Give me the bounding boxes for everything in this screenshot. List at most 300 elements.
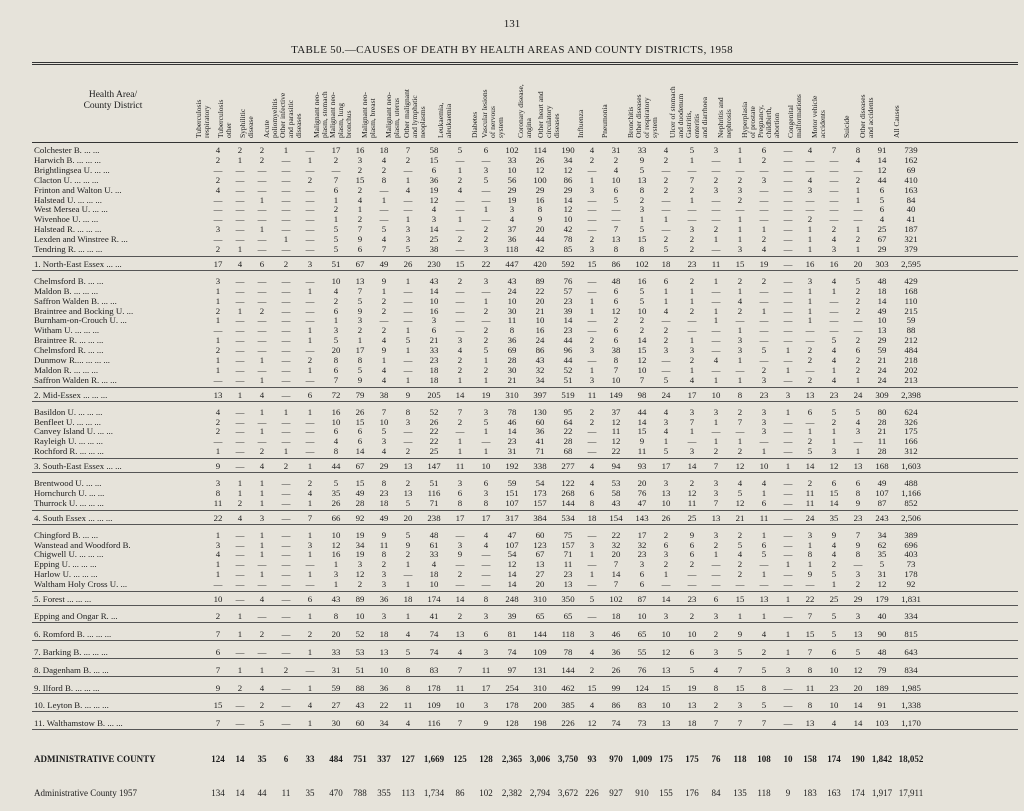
table-cell: 10 — [429, 295, 439, 306]
table-cell: 2 — [259, 700, 265, 711]
table-cell: 11 — [455, 682, 465, 693]
table-cell: 20 — [637, 478, 647, 488]
table-cell: 5 — [639, 295, 645, 306]
table-cell: 1,831 — [901, 594, 921, 604]
row-label: Rayleigh U. ... ... ... — [34, 436, 103, 447]
table-cell: 18 — [611, 610, 621, 621]
table-cell: 102 — [635, 258, 649, 269]
table-cell: — — [305, 214, 315, 225]
table-cell: — — [661, 224, 671, 235]
table-cell: 6 — [639, 579, 645, 590]
table-cell: 8 — [215, 487, 221, 498]
table-cell: 2 — [215, 345, 221, 356]
table-cell: 11 — [281, 788, 291, 799]
table-cell: 1 — [639, 214, 645, 225]
table-cell: — — [481, 315, 491, 326]
table-cell: 5 — [831, 335, 837, 346]
table-cell: 4 — [457, 345, 463, 356]
table-cell: 1 — [855, 446, 861, 457]
table-cell: 76 — [637, 487, 647, 498]
table-cell: 13 — [853, 628, 863, 639]
column-header-label: Hyperplasia of prostate — [740, 101, 757, 138]
table-cell: — — [711, 244, 721, 254]
column-header — [858, 64, 890, 140]
table-cell: 29 — [877, 335, 887, 346]
table-cell: 317 — [505, 512, 519, 523]
table-cell: 9 — [483, 718, 489, 729]
table-cell: — — [235, 345, 245, 356]
table-cell: 23 — [829, 682, 839, 693]
table-cell: 2 — [405, 446, 411, 457]
table-cell: 2 — [589, 416, 595, 427]
table-cell: 2 — [483, 234, 489, 245]
table-cell: 10 — [535, 315, 545, 326]
table-cell: — — [853, 315, 863, 326]
table-cell: 6 — [283, 754, 289, 765]
table-cell: 5 — [663, 244, 669, 254]
column-header-label: Nephritis and nephrosis — [716, 97, 733, 138]
table-row — [32, 175, 1018, 185]
column-header-label: Other heart and circulatory diseases — [536, 91, 561, 138]
table-cell: 8 — [405, 406, 411, 417]
table-cell: 1 — [663, 285, 669, 296]
table-cell: 7 — [381, 244, 387, 254]
table-cell: 20 — [853, 682, 863, 693]
table-cell: — — [829, 295, 839, 306]
table-cell: — — [213, 204, 223, 215]
table-cell: — — [281, 285, 291, 296]
table-cell: 4 — [457, 646, 463, 657]
table-cell: 3 — [689, 345, 695, 356]
table-cell: 12 — [611, 436, 621, 447]
row-label: Burnham-on-Crouch U. ... — [34, 315, 127, 326]
table-cell: — — [587, 275, 597, 286]
table-cell: 13 — [403, 487, 413, 498]
table-cell: 12 — [637, 355, 647, 365]
table-cell: 3 — [483, 164, 489, 175]
table-cell: 2 — [737, 406, 743, 417]
table-cell: — — [281, 478, 291, 488]
table-cell: 3 — [259, 512, 265, 523]
row-label: ADMINISTRATIVE COUNTY — [34, 754, 156, 765]
table-cell: 9 — [831, 529, 837, 540]
table-cell: 13 — [687, 700, 697, 711]
table-cell: 30 — [507, 364, 517, 375]
table-cell: 8 — [333, 610, 339, 621]
table-cell: 3 — [737, 335, 743, 346]
table-cell: 37 — [507, 224, 517, 235]
table-cell: 28 — [563, 436, 573, 447]
table-cell: 8 — [639, 244, 645, 254]
table-cell: 18 — [587, 512, 597, 523]
table-cell: 1 — [405, 325, 411, 336]
table-cell: — — [661, 579, 671, 590]
table-row — [32, 244, 1018, 254]
table-cell: 2 — [457, 569, 463, 580]
column-header-label: Leukaemia, aleukaemia — [436, 102, 453, 138]
table-cell: 59 — [906, 315, 916, 326]
table-cell: 1 — [307, 646, 313, 657]
table-cell: 8 — [807, 549, 813, 560]
table-cell: 6 — [215, 646, 221, 657]
table-cell: 78 — [563, 646, 573, 657]
table-cell: — — [235, 461, 245, 472]
table-cell: 13 — [661, 664, 671, 675]
table-cell: — — [687, 579, 697, 590]
table-cell: 355 — [377, 788, 391, 799]
column-header-label: Syphilitic disease — [238, 108, 255, 138]
table-cell: 11 — [637, 446, 647, 457]
table-cell: — — [587, 436, 597, 447]
table-cell: 43 — [429, 275, 439, 286]
table-cell: 49 — [379, 258, 389, 269]
row-label: Maldon B. ... ... ... — [34, 285, 99, 296]
table-cell: 1 — [663, 569, 669, 580]
table-cell: 3 — [483, 700, 489, 711]
table-row — [32, 478, 1018, 488]
table-cell: — — [711, 154, 721, 165]
table-cell: 4 — [381, 154, 387, 165]
table-cell: 1,917 — [871, 788, 893, 799]
table-cell: 12 — [587, 718, 597, 729]
table-cell: 2 — [689, 610, 695, 621]
table-cell: 21 — [877, 355, 887, 365]
table-cell: 2 — [215, 244, 221, 254]
table-cell: — — [403, 305, 413, 316]
table-cell: 53 — [355, 646, 365, 657]
table-cell: 64 — [563, 416, 573, 427]
table-cell: 3 — [589, 374, 595, 385]
table-cell: 1 — [307, 154, 313, 165]
table-cell: 2 — [215, 426, 221, 437]
table-cell: 3 — [737, 244, 743, 254]
table-cell: 10 — [829, 700, 839, 711]
table-cell: 3 — [589, 244, 595, 254]
table-cell: 14 — [235, 754, 245, 765]
table-cell: 17,911 — [898, 788, 924, 799]
table-cell: — — [759, 355, 769, 365]
table-cell: 18 — [877, 285, 887, 296]
table-cell: 8 — [537, 204, 543, 215]
table-cell: 8 — [483, 497, 489, 508]
table-cell: 67 — [355, 461, 365, 472]
table-cell: 534 — [561, 512, 575, 523]
table-cell: 25 — [829, 594, 839, 604]
table-cell: — — [235, 436, 245, 447]
table-cell: 2 — [663, 184, 669, 195]
table-cell: 2 — [283, 461, 289, 472]
table-cell: 1 — [855, 194, 861, 205]
header-rule — [32, 142, 1018, 143]
table-cell: 2 — [457, 355, 463, 365]
table-cell: — — [403, 204, 413, 215]
table-cell: 10 — [429, 579, 439, 590]
table-cell: 1 — [785, 559, 791, 570]
table-cell: 20 — [403, 512, 413, 523]
table-cell: 14 — [455, 389, 465, 400]
table-cell: — — [379, 214, 389, 225]
table-cell: 2 — [855, 335, 861, 346]
table-cell: — — [587, 164, 597, 175]
table-cell: 29 — [853, 594, 863, 604]
table-cell: 11 — [877, 436, 887, 447]
table-cell: — — [305, 426, 315, 437]
table-row — [32, 375, 1018, 385]
table-cell: 97 — [507, 664, 517, 675]
table-cell: 46 — [507, 416, 517, 427]
table-cell: 1 — [307, 718, 313, 729]
table-cell: — — [481, 559, 491, 570]
table-cell: 89 — [355, 594, 365, 604]
table-cell: 1 — [663, 214, 669, 225]
table-cell: 1 — [283, 145, 289, 155]
table-cell: 1 — [589, 174, 595, 185]
table-cell: — — [281, 325, 291, 336]
table-cell: 80 — [877, 406, 887, 417]
table-cell: 243 — [875, 512, 889, 523]
table-cell: 3 — [381, 569, 387, 580]
table-cell: 8 — [457, 497, 463, 508]
table-cell: 4 — [457, 184, 463, 195]
table-cell: 16 — [637, 275, 647, 286]
table-cell: 108 — [757, 754, 771, 765]
table-cell: 4 — [307, 700, 313, 711]
table-cell: 3,672 — [557, 788, 579, 799]
table-cell: — — [735, 204, 745, 215]
table-row — [32, 185, 1018, 195]
table-cell: 309 — [875, 389, 889, 400]
column-header-label: Suicide — [842, 115, 851, 138]
table-cell: 33 — [429, 549, 439, 560]
table-cell: 2 — [381, 164, 387, 175]
table-cell: 15 — [805, 628, 815, 639]
table-cell: 44 — [877, 174, 887, 185]
table-cell: 21 — [735, 512, 745, 523]
table-cell: 3 — [215, 224, 221, 235]
table-cell: 43 — [535, 355, 545, 365]
table-cell: — — [379, 204, 389, 215]
table-cell: — — [783, 529, 793, 540]
table-cell: 1 — [589, 549, 595, 560]
table-cell: — — [379, 184, 389, 195]
table-cell: 10 — [661, 497, 671, 508]
table-cell: 149 — [609, 389, 623, 400]
table-cell: 19 — [355, 549, 365, 560]
table-cell: 7 — [713, 497, 719, 508]
row-label: Brightlingsea U. ... ... — [34, 164, 110, 175]
table-cell: 3 — [761, 416, 767, 427]
table-cell: — — [305, 315, 315, 326]
table-cell: 44 — [331, 461, 341, 472]
table-cell: 157 — [533, 497, 547, 508]
table-cell: 2 — [333, 204, 339, 215]
table-cell: 18 — [687, 718, 697, 729]
table-cell: 14 — [611, 569, 621, 580]
table-cell: 1 — [737, 374, 743, 385]
table-cell: — — [455, 295, 465, 306]
table-cell: 2,794 — [529, 788, 551, 799]
table-cell: — — [853, 559, 863, 570]
table-cell: 3 — [737, 345, 743, 356]
table-cell: — — [783, 174, 793, 185]
table-cell: 41 — [429, 610, 439, 621]
table-cell: 88 — [355, 682, 365, 693]
table-cell: — — [455, 204, 465, 215]
table-cell: 1 — [259, 374, 265, 385]
table-cell: 4 — [807, 145, 813, 155]
table-cell: 17 — [455, 512, 465, 523]
table-cell: 2 — [483, 364, 489, 375]
table-cell: 33 — [507, 154, 517, 165]
table-cell: — — [829, 164, 839, 175]
subtotal-row — [32, 461, 1018, 471]
table-cell: — — [257, 184, 267, 195]
table-cell: 7 — [457, 406, 463, 417]
table-cell: 2 — [283, 664, 289, 675]
table-cell: 212 — [904, 335, 918, 346]
table-cell: 94 — [611, 461, 621, 472]
table-cell: — — [281, 426, 291, 437]
table-cell: 59 — [507, 478, 517, 488]
table-cell: 1,669 — [423, 754, 445, 765]
table-cell: 72 — [331, 389, 341, 400]
table-cell: — — [587, 204, 597, 215]
table-cell: 5 — [457, 145, 463, 155]
table-cell: 22 — [535, 285, 545, 296]
table-cell: 5 — [831, 569, 837, 580]
table-cell: 9 — [537, 214, 543, 225]
table-cell: 2 — [831, 559, 837, 570]
table-cell: 49 — [877, 305, 887, 316]
table-cell: 6 — [663, 275, 669, 286]
table-row — [32, 224, 1018, 234]
table-cell: 3 — [307, 539, 313, 550]
table-cell: — — [783, 154, 793, 165]
table-cell: 8 — [639, 184, 645, 195]
table-cell: 25 — [429, 234, 439, 245]
table-cell: 1 — [259, 355, 265, 365]
table-cell: 1 — [237, 244, 243, 254]
table-cell: — — [281, 214, 291, 225]
table-cell: 7 — [307, 512, 313, 523]
table-cell: 12 — [563, 164, 573, 175]
table-cell: — — [281, 364, 291, 375]
table-cell: 110 — [904, 295, 918, 306]
table-cell: 5 — [483, 174, 489, 185]
table-cell: 9 — [215, 461, 221, 472]
table-cell: 6 — [333, 426, 339, 437]
table-cell: — — [783, 610, 793, 621]
row-label: 7. Barking B. ... ... ... — [34, 646, 108, 657]
table-cell: — — [305, 194, 315, 205]
table-row — [32, 195, 1018, 205]
table-cell: 13 — [355, 275, 365, 286]
table-cell: — — [687, 325, 697, 336]
table-cell: 48 — [429, 529, 439, 540]
table-cell: 1 — [807, 285, 813, 296]
table-cell: 3 — [689, 406, 695, 417]
table-cell: 230 — [427, 258, 441, 269]
table-cell: 47 — [507, 529, 517, 540]
table-cell: 76 — [711, 754, 721, 765]
table-cell: 65 — [563, 610, 573, 621]
table-cell: 2 — [589, 234, 595, 245]
table-cell: 86 — [455, 788, 465, 799]
table-cell: 22 — [379, 700, 389, 711]
table-cell: 13 — [661, 487, 671, 498]
table-cell: 4 — [831, 345, 837, 356]
row-label: Wivenhoe U. ... ... — [34, 214, 99, 225]
table-cell: 23 — [687, 594, 697, 604]
table-cell: — — [759, 285, 769, 296]
table-cell: 91 — [877, 700, 887, 711]
table-cell: 1 — [381, 285, 387, 296]
table-cell: 3 — [713, 646, 719, 657]
table-cell: 1 — [761, 569, 767, 580]
table-cell: 10 — [637, 364, 647, 375]
table-cell: 3 — [831, 244, 837, 254]
table-cell: 1 — [589, 364, 595, 375]
table-cell: 9 — [785, 788, 791, 799]
table-cell: 4 — [589, 478, 595, 488]
table-cell: 23 — [507, 436, 517, 447]
table-cell: 5 — [737, 646, 743, 657]
table-cell: — — [611, 204, 621, 215]
table-cell: 83 — [429, 664, 439, 675]
table-cell: 15 — [661, 682, 671, 693]
table-cell: — — [783, 295, 793, 306]
column-header-label: Pneumonia — [600, 104, 609, 138]
table-cell: 3 — [333, 569, 339, 580]
table-cell: — — [455, 305, 465, 316]
table-cell: 46 — [611, 628, 621, 639]
table-cell: 4 — [237, 258, 243, 269]
table-cell: 7 — [613, 579, 619, 590]
table-cell: — — [235, 325, 245, 336]
table-cell: 1 — [483, 355, 489, 365]
table-cell: 3 — [589, 184, 595, 195]
table-cell: 87 — [877, 497, 887, 508]
table-cell: 98 — [637, 389, 647, 400]
table-cell: 277 — [561, 461, 575, 472]
table-cell: 107 — [505, 539, 519, 550]
table-cell: — — [213, 374, 223, 385]
table-cell: 158 — [803, 754, 817, 765]
table-cell: 14 — [877, 154, 887, 165]
table-cell: 26 — [355, 406, 365, 417]
table-cell: 3 — [333, 325, 339, 336]
table-cell: 1 — [259, 529, 265, 540]
table-cell: 69 — [906, 164, 916, 175]
table-cell: 190 — [851, 754, 865, 765]
table-cell: 2 — [713, 700, 719, 711]
table-cell: 31 — [611, 145, 621, 155]
table-cell: — — [305, 275, 315, 286]
table-cell: — — [759, 325, 769, 336]
table-cell: 200 — [533, 700, 547, 711]
table-cell: 8 — [855, 487, 861, 498]
table-cell: 7 — [357, 224, 363, 235]
table-cell: 6 — [483, 628, 489, 639]
table-cell: 17 — [213, 258, 223, 269]
table-cell: 198 — [533, 718, 547, 729]
table-cell: 5 — [639, 285, 645, 296]
table-cell: — — [783, 184, 793, 195]
table-cell: 114 — [533, 145, 547, 155]
table-cell: 1 — [689, 335, 695, 346]
table-cell: 1 — [689, 426, 695, 437]
table-cell: 22 — [611, 446, 621, 457]
